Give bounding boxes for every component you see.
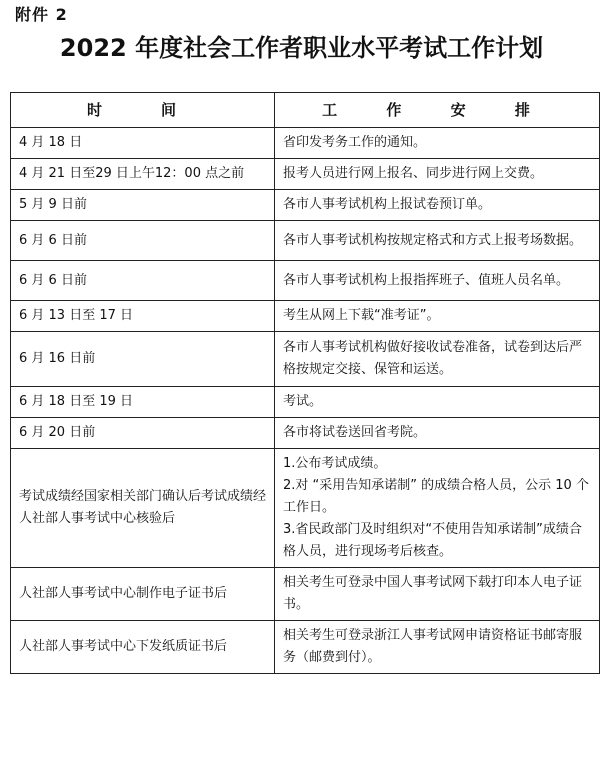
- task-cell: 报考人员进行网上报名、同步进行网上交费。: [275, 159, 600, 190]
- time-cell: 6 月 16 日前: [11, 332, 275, 387]
- time-cell: 6 月 6 日前: [11, 261, 275, 301]
- attachment-label: 附件 2: [15, 5, 68, 24]
- header-tasks: 工 作 安 排: [275, 93, 600, 128]
- task-cell: 相关考生可登录浙江人事考试网申请资格证书邮寄服务（邮费到付）。: [275, 621, 600, 674]
- table-row: [11, 221, 600, 261]
- table-row: [11, 621, 600, 674]
- time-cell: 人社部人事考试中心下发纸质证书后: [11, 621, 275, 674]
- time-cell: 5 月 9 日前: [11, 190, 275, 221]
- task-cell: 各市人事考试机构上报指挥班子、值班人员名单。: [275, 261, 600, 301]
- header-time: 时 间: [11, 93, 275, 128]
- task-cell: 相关考生可登录中国人事考试网下载打印本人电子证书。: [275, 568, 600, 621]
- table-row: [11, 332, 600, 387]
- table-row: [11, 261, 600, 301]
- document-title: 2022 年度社会工作者职业水平考试工作计划: [59, 34, 544, 62]
- task-cell: 各市将试卷送回省考院。: [275, 418, 600, 449]
- task-line: 2.对 “采用告知承诺制” 的成绩合格人员，公示 10 个工作日。: [283, 478, 589, 515]
- table-header-row: [11, 93, 600, 128]
- table-row: [11, 301, 600, 332]
- table-row: [11, 418, 600, 449]
- time-cell: 6 月 18 日至 19 日: [11, 387, 275, 418]
- schedule-table: [10, 92, 600, 674]
- task-cell: 各市人事考试机构上报试卷预订单。: [275, 190, 600, 221]
- table-row: [11, 449, 600, 568]
- task-line: 1.公布考试成绩。: [283, 456, 387, 471]
- table-row: [11, 190, 600, 221]
- task-cell: 考生从网上下载“准考证”。: [275, 301, 600, 332]
- table-row: [11, 568, 600, 621]
- time-cell: 4 月 18 日: [11, 128, 275, 159]
- task-line: 3.省民政部门及时组织对“不使用告知承诺制”成绩合格人员，进行现场考后核查。: [283, 522, 582, 559]
- table-row: [11, 387, 600, 418]
- table-row: [11, 159, 600, 190]
- time-cell: 人社部人事考试中心制作电子证书后: [11, 568, 275, 621]
- task-cell: 考试。: [275, 387, 600, 418]
- task-cell: 各市人事考试机构做好接收试卷准备，试卷到达后严格按规定交接、保管和运送。: [275, 332, 600, 387]
- time-cell: 6 月 6 日前: [11, 221, 275, 261]
- time-cell: 6 月 13 日至 17 日: [11, 301, 275, 332]
- time-cell: 考试成绩经国家相关部门确认后考试成绩经人社部人事考试中心核验后: [11, 449, 275, 568]
- task-cell: 省印发考务工作的通知。: [275, 128, 600, 159]
- time-cell: 6 月 20 日前: [11, 418, 275, 449]
- time-cell: 4 月 21 日至29 日上午12：00 点之前: [11, 159, 275, 190]
- table-row: [11, 128, 600, 159]
- task-cell: 各市人事考试机构按规定格式和方式上报考场数据。: [275, 221, 600, 261]
- task-cell: [275, 449, 600, 568]
